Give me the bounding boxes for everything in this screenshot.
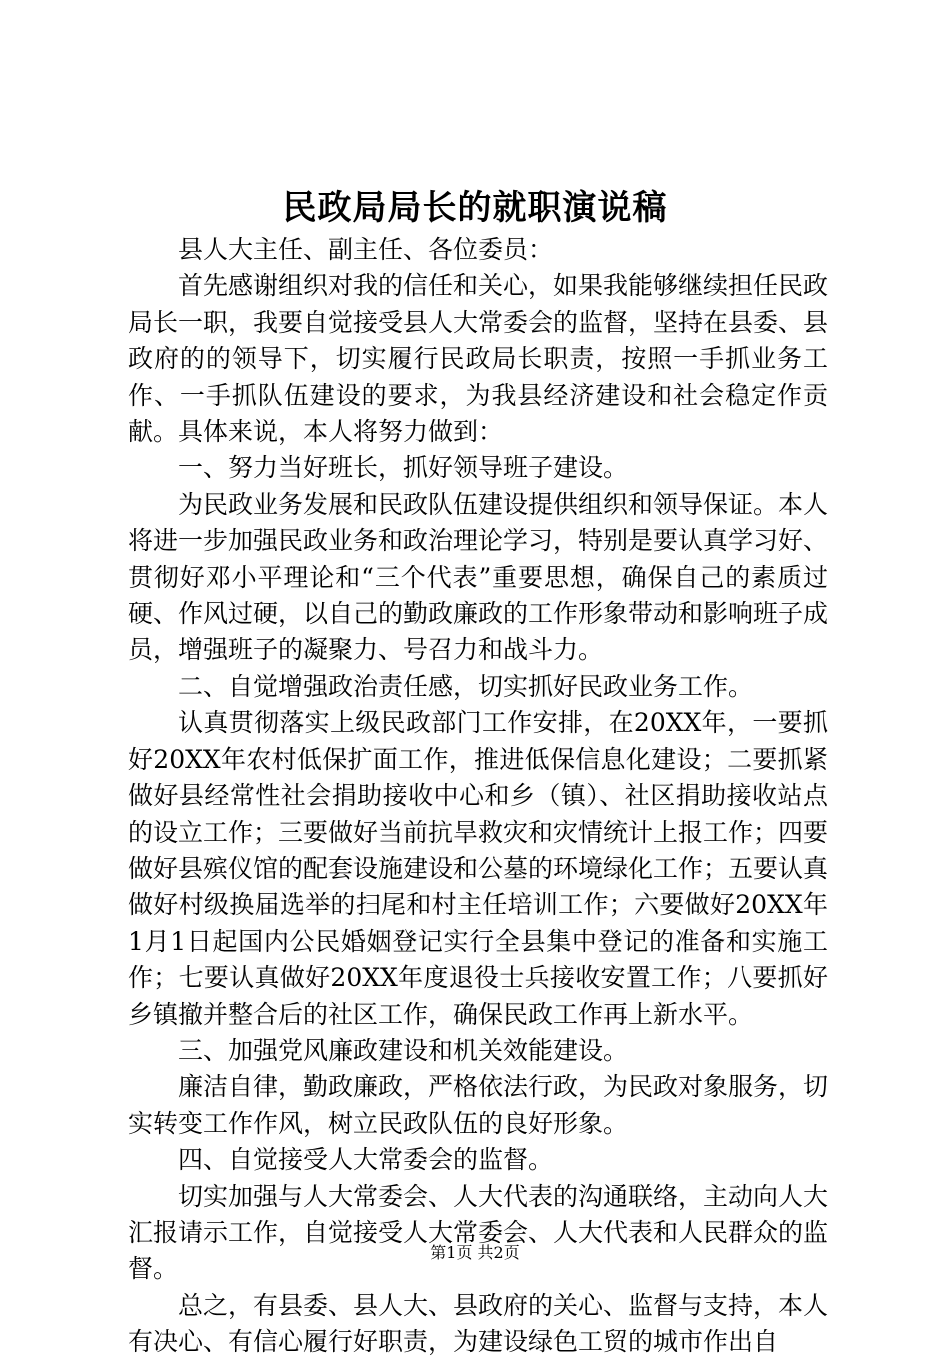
document-body [128, 232, 828, 1361]
body-paragraph: 切实加强与人大常委会、人大代表的沟通联络，主动向人大汇报请示工作，自觉接受人大常委会、人大代表和人民群众的监督。 [128, 1181, 829, 1284]
body-paragraph: 认真贯彻落实上级民政部门工作安排，在20XX年，一要抓好20XX年农村低保扩面工作，推进低保信息化建设；二要抓紧做好县经常性社会捐助接收中心和乡（镇）、社区捐助接收站点的设立工作；三要做好当前抗旱救灾和灾情统计上报工作；四要做好县殡仪馆的配套设施建设和公墓的环境绿化工作；五要认真做好村级换届选举的扫尾和村主任培训工作；六要做好20XX年1月1日起国内公民婚姻登记实行全县集中登记的准备和实施工作；七要认真做好20XX年度退役士兵接收安置工作；八要抓好乡镇撤并整合后的社区工作，确保民政工作再上新水平。 [128, 708, 829, 1029]
section-heading: 三、加强党风廉政建设和机关效能建设。 [178, 1035, 629, 1065]
section-heading: 四、自觉接受人大常委会的监督。 [178, 1145, 554, 1175]
page-number-footer: 第1页 共2页 [430, 1243, 520, 1262]
document-title: 民政局局长的就职演说稿 [282, 188, 668, 228]
body-paragraph: 首先感谢组织对我的信任和关心，如果我能够继续担任民政局长一职，我要自觉接受县人大常委会的监督，坚持在县委、县政府的的领导下，切实履行民政局长职责，按照一手抓业务工作、一手抓队伍建设的要求，为我县经济建设和社会稳定作贡献。具体来说，本人将努力做到： [128, 271, 829, 447]
section-heading: 一、努力当好班长，抓好领导班子建设。 [178, 453, 629, 483]
body-paragraph: 总之，有县委、县人大、县政府的关心、监督与支持，本人有决心、有信心履行好职责，为建设绿色工贸的城市作出自 [128, 1290, 829, 1357]
section-heading: 二、自觉增强政治责任感，切实抓好民政业务工作。 [178, 671, 754, 701]
salutation-paragraph: 县人大主任、副主任、各位委员： [178, 235, 554, 264]
body-paragraph: 廉洁自律，勤政廉政，严格依法行政，为民政对象服务，切实转变工作作风，树立民政队伍的良好形象。 [128, 1072, 829, 1138]
body-paragraph: 为民政业务发展和民政队伍建设提供组织和领导保证。本人将进一步加强民政业务和政治理论学习，特别是要认真学习好、贯彻好邓小平理论和“三个代表”重要思想，确保自己的素质过硬、作风过硬，以自己的勤政廉政的工作形象带动和影响班子成员，增强班子的凝聚力、号召力和战斗力。 [128, 489, 829, 665]
